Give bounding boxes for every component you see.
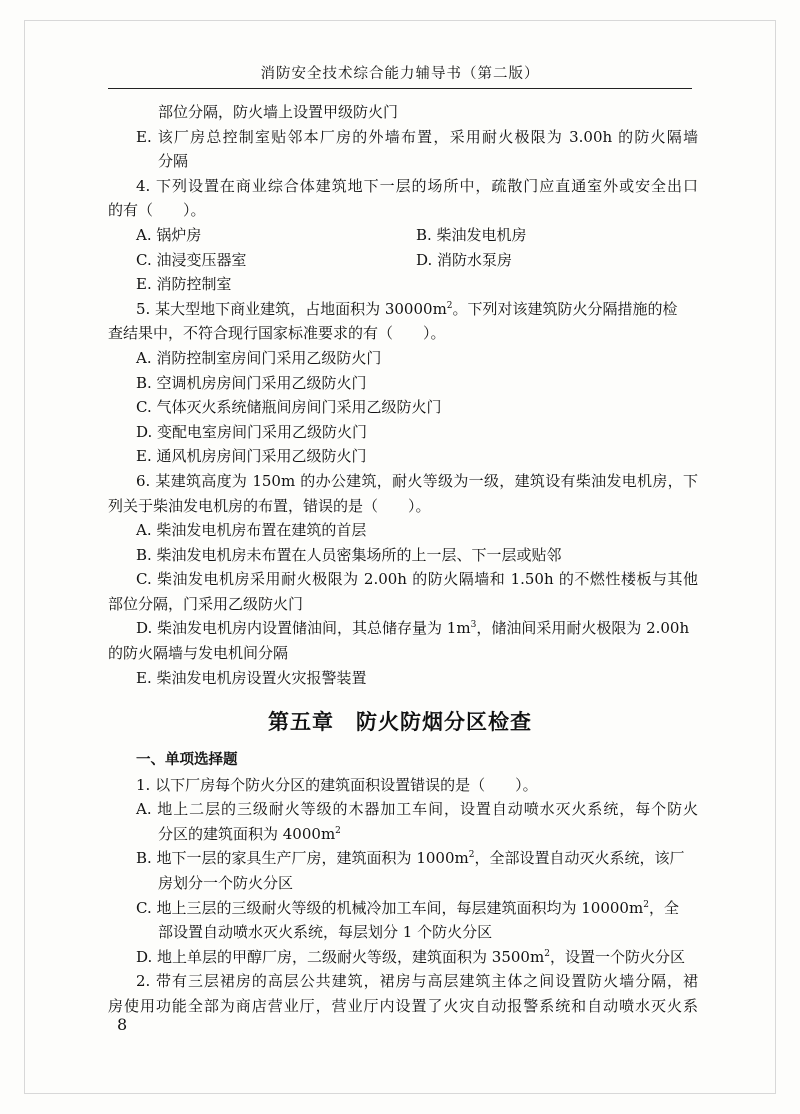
q4-stem-line2: 的有（ ）。	[108, 201, 206, 220]
question-block-upper	[108, 100, 698, 690]
chapter-number: 第五章	[268, 710, 334, 734]
c5q1-option-a-line1: A. 地上二层的三级耐火等级的木器加工车间，设置自动喷水灭火系统，每个防火	[136, 800, 698, 819]
q6-option-e: E. 柴油发电机房设置火灾报警装置	[136, 668, 367, 687]
q5-option-d: D. 变配电室房间门采用乙级防火门	[136, 422, 368, 441]
q4-options-row1	[108, 223, 698, 248]
c5q1-option-a-line2: 分区的建筑面积为 $4000m^2$	[158, 824, 341, 843]
q5-stem-line1: 5. 某大型地下商业建筑，占地面积为 $30000m^2$。下列对该建筑防火分隔措施的检	[136, 299, 678, 318]
question-block-lower	[108, 748, 698, 1019]
q3-option-d-continuation: 部位分隔，防火墙上设置甲级防火门	[158, 103, 399, 121]
q4-option-d: D. 消防水泵房	[416, 250, 513, 269]
q5-option-b: B. 空调机房房间门采用乙级防火门	[136, 373, 367, 392]
q6-option-b: B. 柴油发电机房未布置在人员密集场所的上一层、下一层或贴邻	[136, 545, 562, 564]
q4-option-a: A. 锅炉房	[136, 225, 202, 244]
q3-option-e-line1: E. 该厂房总控制室贴邻本厂房的外墙布置，采用耐火极限为 3.00h 的防火隔墙	[136, 127, 698, 146]
c5q2-stem-line1: 2. 带有三层裙房的高层公共建筑，裙房与高层建筑主体之间设置防火墙分隔，裙	[136, 972, 698, 991]
c5q1-stem: 1. 以下厂房每个防火分区的建筑面积设置错误的是（ ）。	[136, 775, 538, 794]
q6-option-c-line1: C. 柴油发电机房采用耐火极限为 2.00h 的防火隔墙和 1.50h 的不燃性楼板与其他	[136, 570, 698, 589]
header-rule	[108, 88, 692, 89]
q4-option-e: E. 消防控制室	[136, 275, 232, 294]
q4-stem-line1: 4. 下列设置在商业综合体建筑地下一层的场所中，疏散门应直通室外或安全出口	[136, 176, 698, 195]
c5q1-option-b-line1: B. 地下一层的家具生产厂房，建筑面积为 $1000m^2$，全部设置自动灭火系统，该厂	[136, 849, 685, 868]
chapter-name: 防火防烟分区检查	[356, 710, 532, 734]
q6-option-d-line2: 的防火隔墙与发电机间分隔	[108, 644, 289, 663]
q6-option-a: A. 柴油发电机房布置在建筑的首层	[136, 521, 367, 540]
c5q1-option-c-line1: C. 地上三层的三级耐火等级的机械冷加工车间，每层建筑面积均为 $10000m^2$，全	[136, 898, 679, 917]
page-number: 8	[117, 1015, 128, 1034]
q4-option-c: C. 油浸变压器室	[136, 250, 247, 269]
q6-stem-line2: 列关于柴油发电机房的布置，错误的是（ ）。	[108, 496, 431, 515]
running-header: 消防安全技术综合能力辅导书（第二版）	[260, 66, 540, 82]
chapter-title	[108, 706, 692, 736]
q5-option-e: E. 通风机房房间门采用乙级防火门	[136, 447, 367, 466]
q5-option-c: C. 气体灭火系统储瓶间房间门采用乙级防火门	[136, 398, 442, 417]
c5q1-option-b-line2: 房划分一个防火分区	[158, 873, 294, 892]
q6-option-c-line2: 部位分隔，门采用乙级防火门	[108, 594, 304, 613]
q4-options-row2	[108, 248, 698, 273]
c5q1-option-d: D. 地上单层的甲醇厂房，二级耐火等级，建筑面积为 $3500m^2$，设置一个防火分区	[136, 947, 685, 966]
q5-stem-line2: 查结果中，不符合现行国家标准要求的有（ ）。	[108, 324, 446, 343]
q6-stem-line1: 6. 某建筑高度为 150m 的办公建筑，耐火等级为一级，建筑设有柴油发电机房，下	[136, 471, 698, 490]
q3-option-e-line2: 分隔	[158, 152, 189, 171]
q4-option-b: B. 柴油发电机房	[416, 225, 527, 244]
c5q1-option-c-line2: 部设置自动喷水灭火系统，每层划分 1 个防火分区	[158, 923, 493, 942]
q5-option-a: A. 消防控制室房间门采用乙级防火门	[136, 348, 382, 367]
section-heading: 一、单项选择题	[136, 752, 238, 768]
c5q2-stem-line2: 房使用功能全部为商店营业厅，营业厅内设置了火灾自动报警系统和自动喷水灭火系	[108, 996, 698, 1015]
q6-option-d-line1: D. 柴油发电机房内设置储油间，其总储存量为 $1m^3$，储油间采用耐火极限为 2.00h	[136, 619, 690, 638]
